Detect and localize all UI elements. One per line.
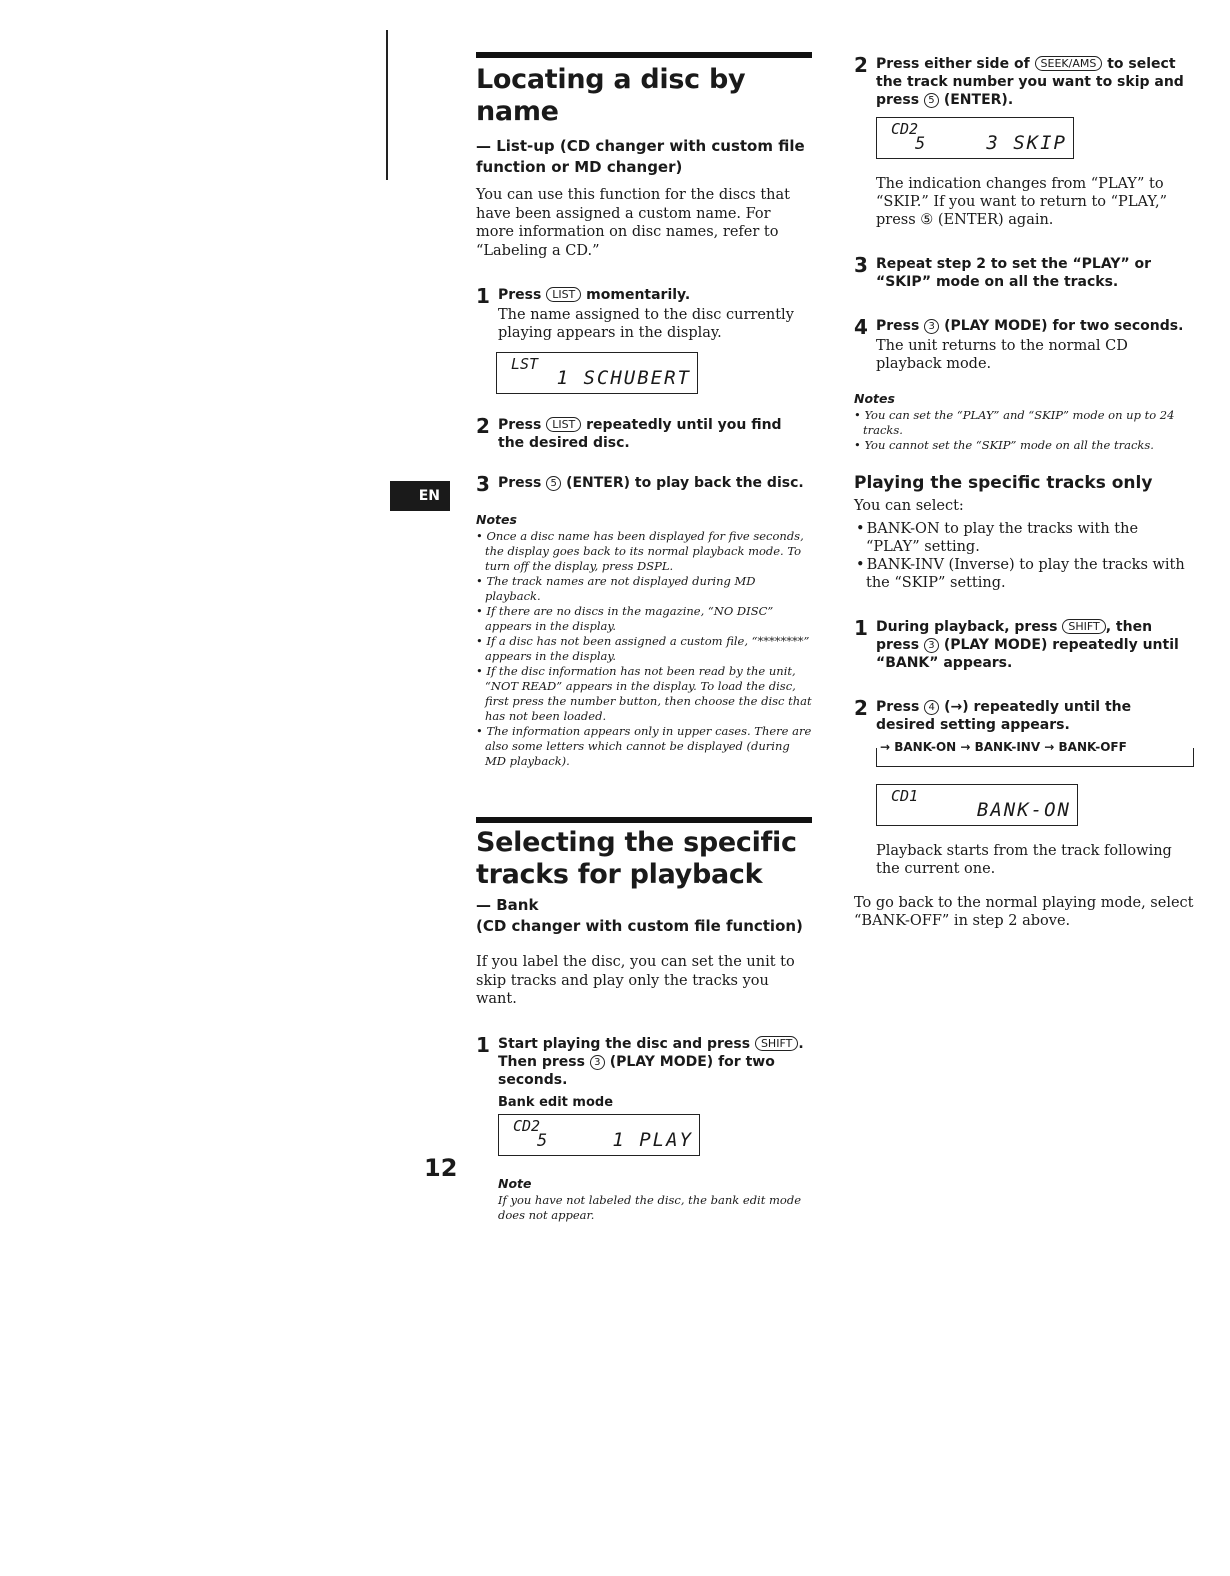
lcd-mode: LST bbox=[511, 355, 539, 373]
note-heading: Note bbox=[498, 1175, 532, 1191]
shift-button-icon: SHIFT bbox=[1062, 619, 1105, 634]
seek-ams-button-icon: SEEK/AMS bbox=[1035, 56, 1103, 71]
page-number: 12 bbox=[424, 1154, 458, 1182]
step-1 bbox=[476, 286, 812, 394]
step-text-part: , then press bbox=[876, 618, 1153, 653]
step-text-part: Press bbox=[498, 417, 547, 433]
step-title bbox=[876, 698, 1194, 734]
note-item: • If a disc has not been assigned a custom file, “********” appears in the display. bbox=[476, 634, 812, 664]
step-text-part: (PLAY MODE) for two seconds. bbox=[498, 1053, 775, 1088]
step-text-part: Press bbox=[876, 698, 925, 715]
skip-step-2 bbox=[854, 55, 1194, 229]
lcd-mode-number: 5 bbox=[537, 1130, 548, 1151]
step-title bbox=[876, 55, 1194, 109]
lcd-disc: CD2 bbox=[513, 1116, 541, 1135]
step-text-part: Press bbox=[876, 318, 925, 334]
step-number: 1 bbox=[476, 1032, 490, 1057]
lcd-disc: CD1 bbox=[891, 786, 919, 805]
list-button-icon: LIST bbox=[546, 287, 581, 302]
right-arrow-button-icon: 4 bbox=[924, 700, 939, 715]
step-text-part: Start playing the disc and press bbox=[498, 1035, 755, 1052]
step-text-part: (ENTER). bbox=[938, 92, 1014, 108]
lcd-display bbox=[496, 352, 698, 394]
section-subtitle: (CD changer with custom file function) bbox=[476, 917, 803, 935]
play-mode-button-icon: 3 bbox=[924, 319, 939, 334]
note-item: • The information appears only in upper cases. There are also some letters which cannot be displayed (during MD playback). bbox=[476, 724, 812, 769]
lcd-display bbox=[498, 1114, 700, 1156]
step-number: 3 bbox=[854, 253, 868, 277]
notes-list bbox=[854, 408, 1194, 453]
notes-list bbox=[476, 529, 812, 769]
step-number: 2 bbox=[854, 53, 868, 77]
step-text-part: Press either side of bbox=[876, 56, 1035, 72]
mode-cycle-diagram bbox=[876, 740, 1194, 774]
language-tab: EN bbox=[390, 481, 450, 511]
enter-button-icon: 5 bbox=[546, 476, 561, 491]
step-number: 3 bbox=[476, 472, 490, 496]
lcd-mode-number: 5 bbox=[915, 134, 926, 154]
lcd-main: 3 SKIP bbox=[986, 132, 1067, 154]
step-text-part: to select the track number you want to skip and press bbox=[876, 56, 1184, 108]
step-text-part: (PLAY MODE) repeatedly until “BANK” appears. bbox=[876, 636, 1179, 671]
cycle-sequence: → BANK-ON → BANK-INV → BANK-OFF bbox=[880, 739, 1127, 754]
play-mode-button-icon: 3 bbox=[590, 1055, 605, 1070]
select-item: • BANK-ON to play the tracks with the “PLAY” setting. bbox=[854, 520, 1194, 556]
step-title bbox=[876, 618, 1194, 672]
step-title bbox=[498, 474, 812, 494]
note-item: • Once a disc name has been displayed for five seconds, the display goes back to its normal playback mode. To turn off the display, press DSPL. bbox=[476, 529, 812, 574]
step-title bbox=[876, 317, 1194, 335]
note-item: • If the disc information has not been read by the unit, “NOT READ” appears in the display. To load the disc, first press the number button, then choose the disc that has not been loaded. bbox=[476, 664, 812, 724]
step-description: The unit returns to the normal CD playback mode. bbox=[876, 338, 1128, 372]
step-title bbox=[498, 286, 812, 304]
section-title: Locating a disc by name bbox=[476, 64, 746, 127]
subsection-heading: Playing the specific tracks only bbox=[854, 473, 1153, 493]
step-description: The name assigned to the disc currently playing appears in the display. bbox=[498, 307, 794, 341]
lcd-display bbox=[876, 117, 1074, 159]
margin-line bbox=[386, 30, 388, 180]
left-column bbox=[476, 52, 812, 1223]
list-button-icon: LIST bbox=[546, 417, 581, 432]
step-text-part: (→) repeatedly until the desired setting appears. bbox=[876, 698, 1132, 733]
step-number: 2 bbox=[476, 414, 490, 438]
lcd-disc: CD2 bbox=[891, 120, 919, 138]
enter-button-icon: 5 bbox=[924, 93, 939, 108]
mode-label: Bank edit mode bbox=[498, 1094, 614, 1110]
step-text-part: During playback, press bbox=[876, 618, 1063, 635]
section-title: Selecting the specific tracks for playback bbox=[476, 827, 797, 890]
step-title: Repeat step 2 to set the “PLAY” or “SKIP” mode on all the tracks. bbox=[876, 256, 1152, 290]
step-text-part: repeatedly until you find the desired disc. bbox=[498, 417, 782, 451]
step-2 bbox=[476, 416, 812, 452]
note-text: If you have not labeled the disc, the bank edit mode does not appear. bbox=[498, 1192, 802, 1222]
bank-step-1-right bbox=[854, 615, 1194, 672]
note-item: • You can set the “PLAY” and “SKIP” mode on up to 24 tracks. bbox=[854, 408, 1194, 438]
select-list bbox=[854, 520, 1194, 592]
section-subtitle: — Bank bbox=[476, 896, 539, 914]
intro-text: If you label the disc, you can set the unit to skip tracks and play only the tracks you want. bbox=[476, 954, 795, 1007]
step-text-part: (PLAY MODE) for two seconds. bbox=[939, 318, 1184, 334]
step-number: 1 bbox=[854, 615, 868, 640]
step-text-part: (ENTER) to play back the disc. bbox=[561, 475, 804, 491]
play-mode-button-icon: 3 bbox=[924, 638, 939, 653]
intro-text: You can use this function for the discs that have been assigned a custom name. For more information on disc names, refer to “Labeling a CD.” bbox=[476, 187, 790, 259]
right-column bbox=[854, 55, 1194, 931]
select-item: • BANK-INV (Inverse) to play the tracks with the “SKIP” setting. bbox=[854, 556, 1194, 592]
skip-step-4 bbox=[854, 317, 1194, 373]
note-item: • The track names are not displayed during MD playback. bbox=[476, 574, 812, 604]
step-number: 2 bbox=[854, 695, 868, 720]
step-text-part: Press bbox=[498, 287, 547, 303]
step-title bbox=[498, 416, 812, 452]
section-subtitle: — List-up (CD changer with custom file function or MD changer) bbox=[476, 137, 805, 176]
can-select-text: You can select: bbox=[854, 498, 964, 514]
lcd-main: 1 PLAY bbox=[612, 1128, 693, 1151]
note-item: • You cannot set the “SKIP” mode on all the tracks. bbox=[854, 438, 1194, 453]
step-title bbox=[498, 1035, 812, 1089]
final-text: To go back to the normal playing mode, select “BANK-OFF” in step 2 above. bbox=[854, 894, 1194, 929]
skip-step-3 bbox=[854, 255, 1194, 291]
section-rule bbox=[476, 817, 812, 823]
step-description: Playback starts from the track following the current one. bbox=[876, 842, 1172, 877]
step-text-part: momentarily. bbox=[581, 287, 691, 303]
shift-button-icon: SHIFT bbox=[755, 1036, 798, 1051]
bank-step-1 bbox=[476, 1032, 812, 1223]
notes-heading: Notes bbox=[854, 391, 895, 406]
step-3 bbox=[476, 474, 812, 494]
lcd-main: BANK-ON bbox=[976, 798, 1071, 821]
step-description: The indication changes from “PLAY” to “SKIP.” If you want to return to “PLAY,” press ⑤ (ENTER) again. bbox=[876, 176, 1168, 228]
lcd-display bbox=[876, 784, 1078, 826]
step-text-part: Press bbox=[498, 475, 547, 491]
notes-heading: Notes bbox=[476, 512, 517, 527]
section-rule bbox=[476, 52, 812, 58]
step-number: 1 bbox=[476, 284, 490, 308]
step-number: 4 bbox=[854, 315, 868, 339]
step-text-part: . Then press bbox=[498, 1035, 804, 1070]
lcd-main: 1 SCHUBERT bbox=[556, 367, 691, 389]
note-item: • If there are no discs in the magazine, “NO DISC” appears in the display. bbox=[476, 604, 812, 634]
bank-step-2-right bbox=[854, 695, 1194, 878]
